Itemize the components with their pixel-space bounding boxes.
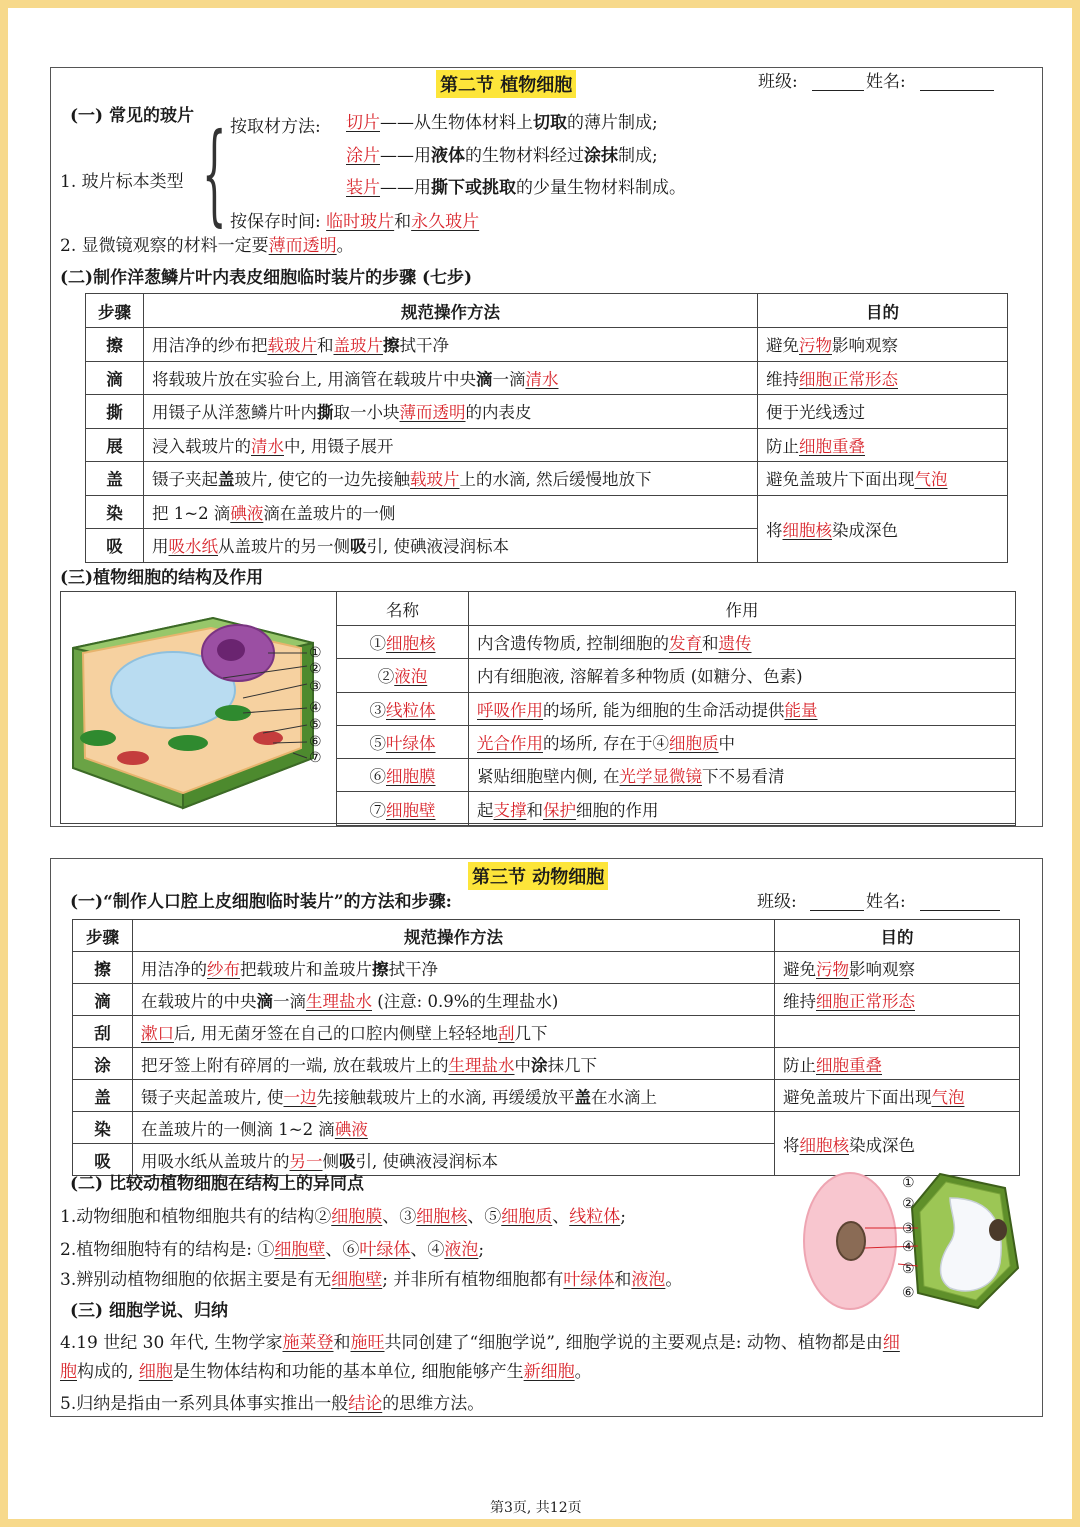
step-method	[144, 395, 758, 429]
text-segment: 染成深色	[832, 520, 898, 540]
part2-title: (二)制作洋葱鳞片叶内表皮细胞临时装片的步骤 (七步)	[60, 268, 473, 288]
text-segment: 、⑥	[325, 1240, 360, 1260]
structure-name	[337, 759, 469, 792]
step-method	[133, 1048, 775, 1080]
text-segment: 维持	[783, 991, 816, 1011]
text-segment: 侧	[322, 1151, 339, 1171]
structure-table	[336, 591, 1016, 826]
table-row	[86, 361, 1008, 395]
sec3-header-purpose: 目的	[775, 920, 1020, 952]
text-segment: 的内表皮	[465, 403, 532, 423]
sec3-part3-title: (三) 细胞学说、归纳	[70, 1301, 229, 1321]
answer-blank: 细胞核	[416, 1207, 468, 1227]
keyword: 盖	[218, 470, 235, 490]
answer-blank: 液泡	[394, 667, 428, 687]
text-segment: 下不易看清	[702, 767, 785, 787]
answer-blank: 细	[882, 1333, 900, 1353]
structure-function	[469, 792, 1016, 825]
structure-row	[337, 792, 1016, 825]
text-segment: 后, 用无菌牙签在自己的口腔内侧壁上轻轻地	[174, 1023, 498, 1043]
text-segment: 是生物体结构和功能的基本单位, 细胞能够产生	[172, 1362, 524, 1382]
header-purpose: 目的	[758, 294, 1008, 328]
step-method	[133, 1016, 775, 1048]
table-row	[86, 462, 1008, 496]
mount-row: 装片——用撕下或挑取的少量生物材料制成。	[346, 178, 686, 198]
step-name: 染	[86, 495, 144, 529]
answer-blank: 细胞重叠	[799, 436, 865, 456]
brace: {	[202, 109, 227, 237]
text-segment: 避免盖玻片下面出现	[783, 1087, 932, 1107]
text-segment: 、⑤	[467, 1207, 502, 1227]
text-segment: 把 1~2 滴	[152, 503, 231, 523]
by-storage-row: 按保存时间: 临时玻片和永久玻片	[230, 212, 480, 232]
structure-row	[337, 626, 1016, 659]
answer-blank: 能量	[784, 700, 818, 720]
text-segment: 从盖玻片的另一侧	[218, 537, 350, 557]
part1-title: (一) 常见的玻片	[70, 106, 195, 126]
answer-blank: 碘液	[230, 503, 264, 523]
cell-theory-line-b	[60, 1362, 592, 1382]
class-label: 班级:	[758, 72, 798, 92]
answer-blank: 生理盐水	[306, 991, 372, 1011]
step-purpose	[758, 395, 1008, 429]
text-segment: 避免	[766, 336, 799, 356]
header-name: 名称	[337, 592, 469, 626]
structure-row	[337, 692, 1016, 725]
answer-blank: 呼吸作用	[477, 700, 543, 720]
table-row	[73, 952, 1020, 984]
table-row	[73, 984, 1020, 1016]
structure-function	[469, 626, 1016, 659]
text-segment: 细胞的作用	[576, 800, 659, 820]
section-title: 第二节 植物细胞	[436, 70, 576, 98]
text-segment: 在水滴上	[591, 1087, 657, 1107]
text-segment: 构成的,	[77, 1362, 139, 1382]
text-segment: 避免盖玻片下面出现	[766, 470, 915, 490]
sec3-class-label: 班级:	[757, 892, 797, 912]
structure-number: ⑤	[369, 734, 386, 754]
label-4: ④	[309, 700, 322, 716]
text-segment: 取一小块	[333, 403, 400, 423]
text-segment: 在载玻片的中央	[141, 991, 257, 1011]
answer-blank: 细胞壁	[331, 1270, 383, 1290]
text-segment: 1.动物细胞和植物细胞共有的结构②	[60, 1207, 332, 1227]
step-name: 刮	[73, 1016, 133, 1048]
cmp-label-4: ④	[902, 1239, 915, 1255]
table-row	[86, 395, 1008, 429]
step-name: 擦	[86, 328, 144, 362]
text-segment: 上的水滴, 然后缓慢地放下	[459, 470, 652, 490]
text-segment: ;	[620, 1207, 626, 1227]
answer-blank: 一边	[283, 1087, 317, 1107]
text-segment: 和	[317, 336, 334, 356]
answer-blank: 漱口	[141, 1023, 174, 1043]
text-segment: 3.辨别动植物细胞的依据主要是有无	[60, 1270, 332, 1290]
structure-name	[337, 659, 469, 692]
keyword: 涂	[531, 1055, 548, 1075]
keyword: 吸	[339, 1151, 356, 1171]
structure-name	[337, 725, 469, 758]
answer-blank: 细胞壁	[274, 1240, 326, 1260]
structure-name	[337, 792, 469, 825]
step-method	[144, 495, 758, 529]
text-segment: 将	[766, 520, 783, 540]
sec3-part2-title: (二) 比较动植物细胞在结构上的异同点	[70, 1174, 365, 1194]
answer-blank: 叶绿体	[563, 1270, 615, 1290]
sec3-class-blank[interactable]	[810, 910, 864, 911]
slide-type-label: 1. 玻片标本类型	[60, 172, 184, 192]
text-segment: 浸入载玻片的	[152, 436, 251, 456]
step-purpose	[758, 428, 1008, 462]
text-segment: 和	[333, 1333, 351, 1353]
cmp-label-2: ②	[902, 1196, 915, 1212]
step-name: 滴	[73, 984, 133, 1016]
text-segment: 共同创建了“细胞学说”, 细胞学说的主要观点是: 动物、植物都是由	[384, 1333, 883, 1353]
answer-blank: 细胞核	[386, 634, 436, 654]
text-segment: 中	[514, 1055, 531, 1075]
answer-blank: 细胞质	[501, 1207, 553, 1227]
answer-blank: 气泡	[931, 1087, 965, 1107]
answer-blank: 细胞正常形态	[799, 369, 898, 389]
answer-blank: 生理盐水	[448, 1055, 515, 1075]
text-segment: 的思维方法。	[382, 1394, 485, 1414]
step-name: 盖	[73, 1080, 133, 1112]
cmp-label-1: ①	[902, 1175, 915, 1191]
text-segment: 5.归纳是指由一系列具体事实推出一般	[60, 1394, 349, 1414]
cut-row: 切片——从生物体材料上切取的薄片制成;	[346, 113, 658, 133]
text-segment: 和	[526, 800, 543, 820]
step-method	[133, 952, 775, 984]
answer-blank: 纱布	[207, 959, 240, 979]
text-segment: 用洁净的	[141, 959, 207, 979]
text-segment: 2.植物细胞特有的结构是: ①	[60, 1240, 275, 1260]
step-name: 滴	[86, 361, 144, 395]
text-segment: 、③	[382, 1207, 417, 1227]
answer-blank: 另一	[289, 1151, 323, 1171]
answer-blank: 光学显微镜	[619, 767, 702, 787]
by-material-label: 按取材方法:	[230, 117, 321, 137]
step-name: 展	[86, 428, 144, 462]
text-segment: 避免	[783, 959, 816, 979]
onion-steps-table	[85, 293, 1008, 563]
sec3-header-method: 规范操作方法	[133, 920, 775, 952]
step-method	[144, 328, 758, 362]
text-segment: 染成深色	[849, 1135, 915, 1155]
cmp-label-5: ⑤	[902, 1261, 915, 1277]
answer-blank: 薄而透明	[399, 403, 466, 423]
answer-blank: 线粒体	[569, 1207, 621, 1227]
answer-blank: 支撑	[493, 800, 527, 820]
text-segment: 起	[477, 800, 494, 820]
answer-blank: 清水	[525, 369, 559, 389]
text-segment: 先接触载玻片上的水滴, 再缓缓放平	[316, 1087, 575, 1107]
structure-function	[469, 659, 1016, 692]
answer-blank: 施莱登	[282, 1333, 334, 1353]
keyword: 盖	[574, 1087, 591, 1107]
text-segment: 抹几下	[547, 1055, 597, 1075]
text-segment: 拭干净	[388, 959, 438, 979]
text-segment: 镊子夹起	[152, 470, 218, 490]
step-purpose	[758, 462, 1008, 496]
step-purpose	[758, 361, 1008, 395]
text-segment: 把牙签上附有碎屑的一端, 放在载玻片上的	[141, 1055, 449, 1075]
answer-blank: 细胞重叠	[816, 1055, 882, 1075]
answer-blank: 遗传	[718, 634, 752, 654]
text-segment: ; 并非所有植物细胞都有	[382, 1270, 564, 1290]
label-1: ①	[309, 645, 322, 661]
step-purpose	[758, 495, 1008, 562]
smear-answer: 涂片	[346, 146, 380, 166]
answer-blank: 液泡	[631, 1270, 666, 1290]
step-purpose	[758, 328, 1008, 362]
structure-row	[337, 659, 1016, 692]
text-segment: 用洁净的纱布把	[152, 336, 268, 356]
cmp-label-3: ③	[902, 1221, 915, 1237]
structure-name	[337, 692, 469, 725]
header-function: 作用	[469, 592, 1016, 626]
header-step: 步骤	[86, 294, 144, 328]
keyword: 滴	[256, 991, 273, 1011]
label-7: ⑦	[309, 750, 322, 766]
text-segment: 防止	[783, 1055, 816, 1075]
structure-function	[469, 759, 1016, 792]
answer-blank: 细胞核	[799, 1135, 849, 1155]
keyword: 滴	[476, 369, 493, 389]
text-segment: 影响观察	[832, 336, 898, 356]
cheek-steps-table	[72, 919, 1020, 1176]
sec3-name-label: 姓名:	[866, 892, 906, 912]
answer-blank: 液泡	[444, 1240, 479, 1260]
step-method	[133, 1112, 775, 1144]
text-segment: ;	[478, 1240, 485, 1260]
text-segment: 影响观察	[849, 959, 915, 979]
answer-blank: 载玻片	[267, 336, 317, 356]
text-segment: 将载玻片放在实验台上, 用滴管在载玻片中央	[152, 369, 476, 389]
answer-blank: 结论	[348, 1394, 383, 1414]
label-2: ②	[309, 661, 322, 677]
table-row	[86, 495, 1008, 529]
keyword: 撕	[317, 403, 334, 423]
text-segment: 用	[152, 537, 169, 557]
answer-blank: 刮	[498, 1023, 515, 1043]
structure-row	[337, 725, 1016, 758]
step-method	[144, 529, 758, 563]
compare-line-3	[60, 1270, 682, 1290]
answer-blank: 叶绿体	[359, 1240, 411, 1260]
table-row	[86, 428, 1008, 462]
step-name: 吸	[73, 1144, 133, 1176]
text-segment: 。	[574, 1362, 592, 1382]
text-segment: 4.19 世纪 30 年代, 生物学家	[60, 1333, 283, 1353]
sec3-name-blank[interactable]	[920, 910, 1000, 911]
label-3: ③	[309, 679, 322, 695]
answer-blank: 载玻片	[410, 470, 460, 490]
step-name: 吸	[86, 529, 144, 563]
page-footer: 第3页, 共12页	[490, 1500, 582, 1516]
step-name: 涂	[73, 1048, 133, 1080]
structure-function	[469, 692, 1016, 725]
answer-blank: 光合作用	[477, 734, 543, 754]
answer-blank: 细胞	[138, 1362, 173, 1382]
answer-blank: 细胞膜	[386, 767, 436, 787]
answer-blank: 叶绿体	[386, 734, 436, 754]
step-name: 染	[73, 1112, 133, 1144]
step-method	[144, 361, 758, 395]
text-segment: 中, 用镊子展开	[284, 436, 394, 456]
step-purpose	[775, 984, 1020, 1016]
structure-number: ②	[377, 667, 395, 687]
text-segment: 、④	[410, 1240, 445, 1260]
structure-number: ⑦	[369, 800, 386, 820]
answer-blank: 线粒体	[386, 700, 436, 720]
compare-line-1	[60, 1207, 626, 1227]
structure-number: ⑥	[369, 767, 386, 787]
section3-title: 第三节 动物细胞	[468, 862, 608, 890]
step-purpose	[775, 952, 1020, 984]
text-segment: 维持	[766, 369, 799, 389]
step-name: 撕	[86, 395, 144, 429]
keyword: 擦	[372, 959, 389, 979]
answer-blank: 细胞壁	[386, 800, 436, 820]
table-row	[73, 1080, 1020, 1112]
structure-name	[337, 626, 469, 659]
text-segment: 和	[614, 1270, 632, 1290]
answer-blank: 盖玻片	[333, 336, 383, 356]
answer-blank: 碘液	[334, 1119, 368, 1139]
answer-blank: 施旺	[350, 1333, 385, 1353]
text-segment: 几下	[514, 1023, 548, 1043]
answer-blank: 胞	[60, 1362, 77, 1382]
name-label: 姓名:	[866, 72, 906, 92]
step-method	[133, 1080, 775, 1112]
sec3-part1-title: (一)“制作人口腔上皮细胞临时装片”的方法和步骤:	[70, 892, 452, 912]
header-method: 规范操作方法	[144, 294, 758, 328]
table-row	[73, 1016, 1020, 1048]
step-name: 擦	[73, 952, 133, 984]
label-5: ⑤	[309, 717, 322, 733]
cell-theory-line-a	[60, 1333, 900, 1353]
answer-blank: 细胞正常形态	[816, 991, 915, 1011]
answer-blank: 细胞核	[782, 520, 832, 540]
text-segment: 拭干净	[399, 336, 449, 356]
text-segment: 和	[702, 634, 719, 654]
keyword: 吸	[350, 537, 367, 557]
answer-blank: 清水	[251, 436, 284, 456]
answer-blank: 气泡	[914, 470, 948, 490]
step-name: 盖	[86, 462, 144, 496]
text-segment: 内含遗传物质, 控制细胞的	[477, 634, 669, 654]
text-segment: 、	[552, 1207, 570, 1227]
cut-answer: 切片	[346, 113, 380, 133]
text-segment: 中	[718, 734, 735, 754]
induction-line	[60, 1394, 484, 1414]
answer-blank: 细胞质	[669, 734, 719, 754]
structure-row	[337, 759, 1016, 792]
text-segment: 在盖玻片的一侧滴 1~2 滴	[141, 1119, 335, 1139]
text-segment: 引, 使碘液浸润标本	[366, 537, 509, 557]
answer-blank: 污物	[799, 336, 832, 356]
smear-row: 涂片——用液体的生物材料经过涂抹制成;	[346, 146, 658, 166]
step-method	[133, 984, 775, 1016]
cmp-label-6: ⑥	[902, 1285, 915, 1301]
text-segment: 滴在盖玻片的一侧	[263, 503, 396, 523]
step-purpose-empty	[775, 1016, 1020, 1048]
answer-blank: 污物	[816, 959, 849, 979]
item2-row: 2. 显微镜观察的材料一定要薄而透明。	[60, 236, 354, 256]
text-segment: 一滴	[492, 369, 526, 389]
step-purpose	[775, 1048, 1020, 1080]
label-6: ⑥	[309, 734, 322, 750]
sec3-header-step: 步骤	[73, 920, 133, 952]
plant-cell-illustration	[63, 598, 335, 820]
answer-blank: 细胞膜	[331, 1207, 383, 1227]
step-method	[144, 462, 758, 496]
structure-number: ③	[369, 700, 386, 720]
structure-number: ①	[369, 634, 386, 654]
class-blank[interactable]	[812, 90, 864, 91]
step-purpose	[775, 1080, 1020, 1112]
text-segment: 玻片, 使它的一边先接触	[234, 470, 410, 490]
text-segment: 把载玻片和盖玻片	[240, 959, 372, 979]
compare-line-2	[60, 1240, 484, 1260]
answer-blank: 新细胞	[523, 1362, 575, 1382]
text-segment: 的场所, 能为细胞的生命活动提供	[543, 700, 785, 720]
step-purpose	[775, 1112, 1020, 1176]
text-segment: 引, 使碘液浸润标本	[355, 1151, 498, 1171]
text-segment: 。	[665, 1270, 683, 1290]
text-segment: 防止	[766, 436, 799, 456]
keyword: 擦	[383, 336, 400, 356]
structure-function	[469, 725, 1016, 758]
text-segment: 镊子夹起盖玻片, 使	[141, 1087, 284, 1107]
table-row	[86, 328, 1008, 362]
step-method	[144, 428, 758, 462]
text-segment: 便于光线透过	[766, 403, 865, 423]
table-row	[73, 1048, 1020, 1080]
text-segment: 紧贴细胞壁内侧, 在	[477, 767, 620, 787]
answer-blank: 发育	[669, 634, 702, 654]
text-segment: (注意: 0.9%的生理盐水)	[372, 991, 559, 1011]
text-segment: 用吸水纸从盖玻片的	[141, 1151, 290, 1171]
table-row	[73, 1112, 1020, 1144]
text-segment: 将	[783, 1135, 800, 1155]
answer-blank: 吸水纸	[168, 537, 218, 557]
step-method	[133, 1144, 775, 1176]
text-segment: 内有细胞液, 溶解着多种物质 (如糖分、色素)	[477, 667, 803, 687]
text-segment: 一滴	[273, 991, 306, 1011]
text-segment: 的场所, 存在于④	[543, 734, 669, 754]
text-segment: 用镊子从洋葱鳞片叶内	[152, 403, 317, 423]
mount-answer: 装片	[346, 178, 380, 198]
name-blank[interactable]	[920, 90, 994, 91]
part3-title: (三)植物细胞的结构及作用	[60, 568, 264, 588]
answer-blank: 保护	[543, 800, 576, 820]
